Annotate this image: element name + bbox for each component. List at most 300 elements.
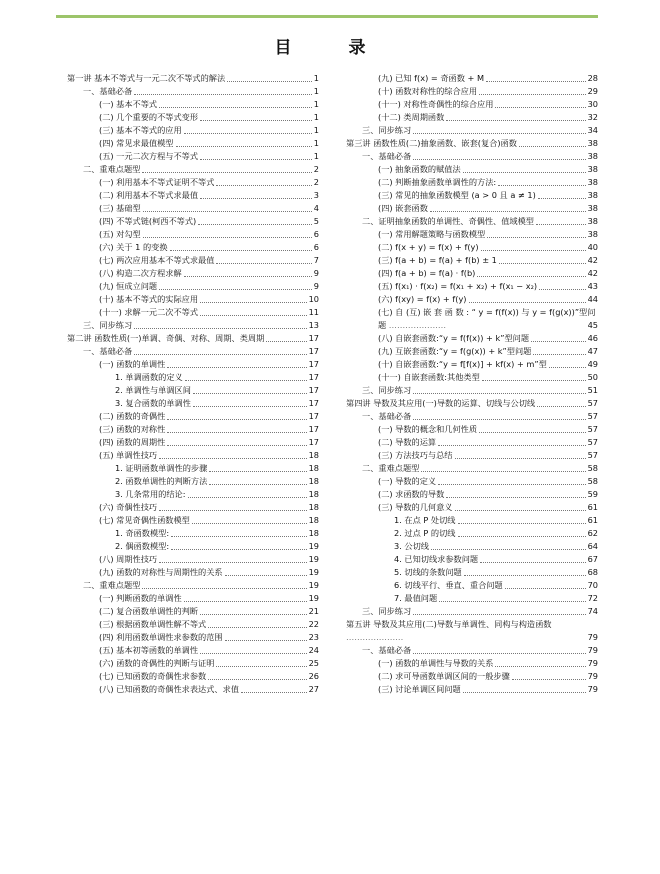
toc-entry-page: 18 <box>308 476 319 486</box>
toc-entry[interactable] <box>67 306 319 319</box>
toc-leader-dots <box>225 575 307 576</box>
toc-leader-dots <box>198 224 312 225</box>
toc-entry-page: 38 <box>587 164 598 174</box>
toc-entry-page: 19 <box>308 554 319 564</box>
toc-entry-page: 57 <box>587 437 598 447</box>
toc-entry[interactable] <box>346 644 598 657</box>
toc-entry[interactable] <box>346 267 598 280</box>
toc-entry-title: (四) 常见求最值模型 <box>99 138 174 148</box>
toc-entry-page: 79 <box>587 645 598 655</box>
toc-entry[interactable] <box>67 462 319 475</box>
toc-leader-dots: ………………… <box>386 320 447 330</box>
toc-entry-page: 18 <box>308 502 319 512</box>
toc-entry-page: 47 <box>587 346 598 356</box>
toc-entry-page: 17 <box>308 346 319 356</box>
toc-leader-dots <box>208 627 306 628</box>
toc-entry-title: (七) 自 (互) 嵌 套 函 数 : “ y = f(f(x)) 与 y = f(g(x))”型问题 <box>378 307 596 330</box>
toc-entry[interactable] <box>67 358 319 371</box>
toc-entry[interactable] <box>346 397 598 410</box>
toc-entry-title: 一、基础必备 <box>83 346 133 356</box>
toc-entry-page: 49 <box>587 359 598 369</box>
toc-entry-page: 43 <box>587 281 598 291</box>
toc-leader-dots <box>209 484 306 485</box>
toc-entry[interactable] <box>67 319 319 332</box>
toc-entry-title: (六) 关于 1 的变换 <box>99 242 168 252</box>
toc-entry-page: 61 <box>587 502 598 512</box>
toc-entry-title: (二) 求可导函数单调区间的一般步骤 <box>378 671 510 681</box>
toc-leader-dots <box>499 263 586 264</box>
toc-entry-title: (三) 函数的对称性 <box>99 424 166 434</box>
toc-leader-dots <box>176 146 312 147</box>
toc-leader-dots <box>216 263 311 264</box>
toc-entry-title: 三、同步练习 <box>362 125 412 135</box>
toc-entry-title: (十) 基本不等式的实际应用 <box>99 294 199 304</box>
toc-leader-dots <box>463 692 586 693</box>
toc-leader-dots <box>216 185 311 186</box>
toc-entry-title: (二) 利用基本不等式求最值 <box>99 190 199 200</box>
toc-leader-dots <box>458 536 586 537</box>
toc-entry-title: (九) 互嵌套函数:“y = f(g(x)) + k”型问题 <box>378 346 532 356</box>
toc-leader-dots <box>469 302 586 303</box>
toc-entry[interactable] <box>67 397 319 410</box>
toc-entry[interactable] <box>346 293 598 306</box>
toc-entry-page: 38 <box>587 151 598 161</box>
toc-entry[interactable] <box>67 267 319 280</box>
toc-entry-page: 21 <box>308 606 319 616</box>
toc-entry-title: 第三讲 函数性质(二)抽象函数、嵌套(复合)函数 <box>346 138 517 148</box>
toc-entry[interactable] <box>67 163 319 176</box>
toc-leader-dots <box>413 419 585 420</box>
toc-leader-dots <box>167 419 306 420</box>
toc-entry-page: 19 <box>308 567 319 577</box>
toc-entry[interactable] <box>67 514 319 527</box>
toc-entry-page: 62 <box>587 528 598 538</box>
toc-entry-title: 一、基础必备 <box>362 645 412 655</box>
toc-leader-dots <box>171 549 306 550</box>
toc-entry[interactable] <box>346 605 598 618</box>
toc-entry[interactable] <box>346 202 598 215</box>
toc-entry[interactable] <box>67 592 319 605</box>
toc-entry-title: (一) 利用基本不等式证明不等式 <box>99 177 215 187</box>
toc-entry[interactable] <box>346 514 598 527</box>
toc-entry[interactable] <box>346 436 598 449</box>
toc-leader-dots <box>143 237 312 238</box>
toc-entry-title: (四) 不等式链(柯西不等式) <box>99 216 197 226</box>
toc-entry[interactable] <box>67 241 319 254</box>
toc-entry-page: 1 <box>313 86 319 96</box>
toc-leader-dots <box>413 159 585 160</box>
toc-entry-page: 26 <box>308 671 319 681</box>
toc-entry-page: 10 <box>308 294 319 304</box>
toc-leader-dots <box>159 510 306 511</box>
toc-entry-title: 1. 单调函数的定义 <box>115 372 183 382</box>
toc-entry-title: (十一) 自嵌套函数:其他类型 <box>378 372 480 382</box>
toc-leader-dots <box>134 94 312 95</box>
toc-leader-dots <box>438 484 585 485</box>
toc-entry-page: 45 <box>587 320 598 330</box>
toc-leader-dots <box>208 679 306 680</box>
toc-entry[interactable] <box>346 670 598 683</box>
toc-entry[interactable] <box>67 254 319 267</box>
toc-leader-dots <box>464 575 586 576</box>
toc-entry[interactable] <box>346 384 598 397</box>
toc-entry-title: (五) 对勾型 <box>99 229 141 239</box>
toc-entry[interactable] <box>67 488 319 501</box>
toc-entry-page: 57 <box>587 398 598 408</box>
toc-entry-page: 9 <box>313 281 319 291</box>
toc-entry[interactable] <box>67 228 319 241</box>
toc-entry-page: 17 <box>308 437 319 447</box>
toc-entry-page: 19 <box>308 593 319 603</box>
toc-entry-title: (二) 求函数的导数 <box>378 489 445 499</box>
toc-entry[interactable] <box>67 111 319 124</box>
toc-entry-title: 3. 公切线 <box>394 541 429 551</box>
toc-entry-page: 38 <box>587 177 598 187</box>
toc-entry-title: (五) 一元二次方程与不等式 <box>99 151 199 161</box>
toc-leader-dots <box>209 471 306 472</box>
toc-leader-dots <box>539 289 585 290</box>
toc-leader-dots <box>170 250 312 251</box>
toc-entry[interactable] <box>346 488 598 501</box>
toc-entry[interactable] <box>67 566 319 579</box>
toc-entry-page: 38 <box>587 216 598 226</box>
toc-entry[interactable] <box>346 228 598 241</box>
toc-entry[interactable] <box>346 592 598 605</box>
toc-entry[interactable] <box>346 462 598 475</box>
toc-leader-dots <box>200 302 307 303</box>
toc-leader-dots <box>531 341 586 342</box>
toc-leader-dots <box>438 445 585 446</box>
toc-entry[interactable] <box>67 579 319 592</box>
toc-leader-dots <box>481 250 586 251</box>
toc-entry[interactable] <box>67 410 319 423</box>
toc-leader-dots <box>167 432 306 433</box>
toc-leader-dots <box>200 159 312 160</box>
toc-entry-page: 1 <box>313 112 319 122</box>
toc-entry[interactable] <box>67 202 319 215</box>
toc-entry[interactable] <box>67 176 319 189</box>
toc-entry[interactable] <box>346 423 598 436</box>
toc-entry-title: 1. 在点 P 处切线 <box>394 515 456 525</box>
toc-entry[interactable] <box>346 215 598 228</box>
toc-leader-dots <box>184 601 307 602</box>
toc-entry[interactable] <box>346 189 598 202</box>
toc-entry-page: 38 <box>587 190 598 200</box>
toc-entry-page: 38 <box>587 138 598 148</box>
toc-leader-dots <box>421 471 585 472</box>
toc-entry-title: (四) 嵌套函数 <box>378 203 428 213</box>
toc-leader-dots <box>458 523 586 524</box>
toc-leader-dots <box>159 562 306 563</box>
toc-entry-title: 5. 切线的条数问题 <box>394 567 462 577</box>
toc-leader-dots: ………………… <box>346 632 404 642</box>
toc-entry-title: (六) f(xy) = f(x) + f(y) <box>378 294 467 304</box>
toc-leader-dots <box>431 549 586 550</box>
toc-leader-dots <box>134 354 306 355</box>
toc-entry[interactable] <box>67 280 319 293</box>
toc-entry-title: (二) 复合函数单调性的判断 <box>99 606 199 616</box>
toc-entry-page: 17 <box>308 424 319 434</box>
toc-leader-dots <box>538 198 586 199</box>
toc-entry-page: 18 <box>308 528 319 538</box>
toc-entry-page: 79 <box>587 658 598 668</box>
toc-entry-title: (十二) 类周期函数 <box>378 112 445 122</box>
toc-entry-page: 9 <box>313 268 319 278</box>
toc-entry-title: (一) 函数的单调性与导数的关系 <box>378 658 494 668</box>
toc-entry-title: 二、重难点题型 <box>83 164 141 174</box>
toc-entry[interactable] <box>346 176 598 189</box>
toc-leader-dots <box>216 666 306 667</box>
toc-entry-title: 二、重难点题型 <box>362 463 420 473</box>
toc-leader-dots <box>519 146 586 147</box>
toc-leader-dots <box>159 458 306 459</box>
toc-entry-page: 17 <box>308 333 319 343</box>
toc-entry[interactable] <box>346 111 598 124</box>
toc-entry[interactable] <box>67 683 319 696</box>
toc-entry-title: (七) 常见奇偶性函数模型 <box>99 515 190 525</box>
toc-leader-dots <box>413 653 585 654</box>
toc-entry[interactable] <box>346 345 598 358</box>
toc-entry[interactable] <box>67 215 319 228</box>
toc-leader-dots <box>536 224 586 225</box>
toc-entry-page: 38 <box>587 229 598 239</box>
toc-entry-title: 第二讲 函数性质(一)单调、奇偶、对称、周期、类周期 <box>67 333 265 343</box>
toc-entry-page: 23 <box>308 632 319 642</box>
toc-entry[interactable] <box>346 332 598 345</box>
toc-entry[interactable] <box>346 553 598 566</box>
toc-entry-page: 1 <box>313 151 319 161</box>
toc-entry[interactable] <box>67 371 319 384</box>
toc-entry[interactable] <box>67 345 319 358</box>
toc-entry-page: 25 <box>308 658 319 668</box>
toc-entry-page: 18 <box>308 463 319 473</box>
toc-entry-title: (一) 抽象函数的赋值法 <box>378 164 461 174</box>
toc-entry-title: (十) 函数对称性的综合应用 <box>378 86 478 96</box>
toc-leader-dots <box>142 172 311 173</box>
toc-entry-title: (九) 恒成立问题 <box>99 281 158 291</box>
toc-entry-page: 51 <box>587 385 598 395</box>
toc-right-column <box>346 72 598 696</box>
toc-entry[interactable] <box>67 85 319 98</box>
toc-entry-page: 30 <box>587 99 598 109</box>
toc-leader-dots <box>446 120 585 121</box>
toc-leader-dots <box>479 432 586 433</box>
toc-entry[interactable] <box>346 410 598 423</box>
toc-leader-dots <box>227 81 312 82</box>
toc-entry-title: 三、同步练习 <box>362 385 412 395</box>
toc-entry[interactable] <box>346 124 598 137</box>
toc-leader-dots <box>480 562 585 563</box>
toc-entry[interactable] <box>346 98 598 111</box>
toc-entry[interactable] <box>346 540 598 553</box>
toc-entry[interactable] <box>346 618 598 644</box>
toc-entry[interactable] <box>67 475 319 488</box>
toc-entry[interactable] <box>67 631 319 644</box>
toc-entry[interactable] <box>346 85 598 98</box>
toc-entry-page: 44 <box>587 294 598 304</box>
toc-entry-title: (八) 已知函数的奇偶性求表达式、求值 <box>99 684 239 694</box>
toc-entry[interactable] <box>67 618 319 631</box>
toc-entry-title: (四) f(a + b) = f(a) · f(b) <box>378 268 476 278</box>
toc-entry-title: 4. 已知切线求参数问题 <box>394 554 479 564</box>
toc-entry-title: 第一讲 基本不等式与一元二次不等式的解法 <box>67 73 226 83</box>
toc-leader-dots <box>200 653 307 654</box>
toc-entry-page: 28 <box>587 73 598 83</box>
toc-entry[interactable] <box>346 150 598 163</box>
toc-entry[interactable] <box>346 280 598 293</box>
toc-entry-page: 17 <box>308 385 319 395</box>
toc-entry[interactable] <box>67 449 319 462</box>
toc-entry[interactable] <box>346 657 598 670</box>
toc-entry-title: (九) 函数的对称性与周期性的关系 <box>99 567 223 577</box>
toc-entry-page: 11 <box>308 307 319 317</box>
toc-entry-title: 二、重难点题型 <box>83 580 141 590</box>
toc-entry-page: 67 <box>587 554 598 564</box>
toc-entry-page: 17 <box>308 372 319 382</box>
toc-entry-page: 18 <box>308 489 319 499</box>
toc-entry[interactable] <box>67 189 319 202</box>
toc-entry-page: 50 <box>587 372 598 382</box>
toc-entry[interactable] <box>67 605 319 618</box>
toc-entry-page: 68 <box>587 567 598 577</box>
page-title: 目 录 <box>274 38 386 58</box>
toc-leader-dots <box>455 458 586 459</box>
toc-entry[interactable] <box>346 501 598 514</box>
toc-leader-dots <box>498 185 585 186</box>
toc-leader-dots <box>167 445 306 446</box>
toc-entry-page: 7 <box>313 255 319 265</box>
toc-entry-page: 79 <box>587 684 598 694</box>
toc-entry-title: 2. 单调性与单调区间 <box>115 385 191 395</box>
toc-entry[interactable] <box>346 579 598 592</box>
toc-entry-title: (一) 导数的定义 <box>378 476 437 486</box>
toc-leader-dots <box>167 367 306 368</box>
toc-entry-title: (六) 奇偶性技巧 <box>99 502 158 512</box>
toc-entry[interactable] <box>67 644 319 657</box>
toc-entry[interactable] <box>67 527 319 540</box>
toc-entry-page: 34 <box>587 125 598 135</box>
toc-entry[interactable] <box>67 98 319 111</box>
toc-leader-dots <box>134 328 306 329</box>
toc-leader-dots <box>171 536 306 537</box>
toc-entry-page: 2 <box>313 177 319 187</box>
toc-entry-page: 61 <box>587 515 598 525</box>
toc-leader-dots <box>192 523 307 524</box>
toc-entry-page: 57 <box>587 411 598 421</box>
toc-leader-dots <box>446 497 585 498</box>
toc-entry-page: 32 <box>587 112 598 122</box>
toc-entry[interactable] <box>67 540 319 553</box>
toc-entry[interactable] <box>67 384 319 397</box>
toc-entry[interactable] <box>67 137 319 150</box>
toc-entry[interactable] <box>346 358 598 371</box>
toc-entry-page: 57 <box>587 450 598 460</box>
toc-entry-page: 72 <box>587 593 598 603</box>
toc-leader-dots <box>193 393 307 394</box>
toc-entry[interactable] <box>346 527 598 540</box>
toc-entry-title: (三) 常见的抽象函数模型 (a > 0 且 a ≠ 1) <box>378 190 536 200</box>
toc-entry[interactable] <box>67 293 319 306</box>
toc-entry-title: 第五讲 导数及其应用(二)导数与单调性、同构与构造函数 <box>346 619 552 629</box>
toc-entry[interactable] <box>346 475 598 488</box>
toc-entry[interactable] <box>67 72 319 85</box>
toc-entry-title: (三) 根据函数单调性解不等式 <box>99 619 207 629</box>
toc-leader-dots <box>413 393 585 394</box>
header-rule <box>56 15 598 18</box>
toc-entry-title: 三、同步练习 <box>362 606 412 616</box>
toc-entry[interactable] <box>346 449 598 462</box>
toc-entry[interactable] <box>67 150 319 163</box>
toc-entry-page: 1 <box>313 99 319 109</box>
toc-entry-page: 1 <box>313 73 319 83</box>
toc-leader-dots <box>225 640 307 641</box>
toc-leader-dots <box>200 120 312 121</box>
toc-entry-title: 二、证明抽象函数的单调性、奇偶性、值域模型 <box>362 216 534 226</box>
toc-entry-page: 42 <box>587 268 598 278</box>
toc-entry[interactable] <box>346 306 598 332</box>
toc-entry-title: (一) 函数的单调性 <box>99 359 166 369</box>
toc-left-column <box>67 72 319 696</box>
toc-entry-title: 6. 切线平行、垂直、重合问题 <box>394 580 503 590</box>
toc-entry-page: 29 <box>587 86 598 96</box>
toc-entry-page: 79 <box>587 632 598 642</box>
toc-entry-title: 一、基础必备 <box>362 151 412 161</box>
toc-entry[interactable] <box>346 683 598 696</box>
toc-leader-dots <box>184 133 312 134</box>
toc-entry[interactable] <box>346 371 598 384</box>
toc-leader-dots <box>537 406 585 407</box>
toc-entry-page: 42 <box>587 255 598 265</box>
toc-entry[interactable] <box>67 436 319 449</box>
toc-entry-title: 7. 最值问题 <box>394 593 438 603</box>
toc-entry[interactable] <box>346 137 598 150</box>
toc-entry[interactable] <box>346 241 598 254</box>
toc-entry[interactable] <box>346 72 598 85</box>
toc-entry-title: (二) 函数的奇偶性 <box>99 411 166 421</box>
toc-entry[interactable] <box>67 553 319 566</box>
toc-entry[interactable] <box>346 163 598 176</box>
toc-entry-title: (二) 导数的运算 <box>378 437 437 447</box>
toc-leader-dots <box>477 276 585 277</box>
toc-leader-dots <box>463 172 586 173</box>
toc-entry-title: 2. 偶函数模型: <box>115 541 170 551</box>
toc-entry-title: (五) 基本初等函数的单调性 <box>99 645 199 655</box>
toc-entry-title: 1. 奇函数模型: <box>115 528 170 538</box>
toc-entry[interactable] <box>346 566 598 579</box>
toc-entry[interactable] <box>67 124 319 137</box>
toc-entry-title: (七) 已知函数的奇偶性求参数 <box>99 671 207 681</box>
toc-entry-title: (五) f(x₁) · f(x₂) = f(x₁ + x₂) + f(x₁ − x₂) <box>378 281 538 291</box>
toc-entry[interactable] <box>67 332 319 345</box>
toc-leader-dots <box>512 679 586 680</box>
toc-leader-dots <box>159 107 312 108</box>
toc-entry[interactable] <box>346 254 598 267</box>
toc-entry-title: 3. 复合函数的单调性 <box>115 398 191 408</box>
toc-entry-page: 2 <box>313 164 319 174</box>
toc-entry[interactable] <box>67 501 319 514</box>
toc-entry[interactable] <box>67 670 319 683</box>
toc-leader-dots <box>413 614 585 615</box>
toc-leader-dots <box>241 692 307 693</box>
toc-entry-title: 三、同步练习 <box>83 320 133 330</box>
toc-entry-page: 6 <box>313 229 319 239</box>
toc-leader-dots <box>188 497 307 498</box>
toc-entry[interactable] <box>67 657 319 670</box>
toc-entry-page: 58 <box>587 476 598 486</box>
toc-leader-dots <box>266 341 306 342</box>
toc-entry[interactable] <box>67 423 319 436</box>
toc-entry-page: 27 <box>308 684 319 694</box>
